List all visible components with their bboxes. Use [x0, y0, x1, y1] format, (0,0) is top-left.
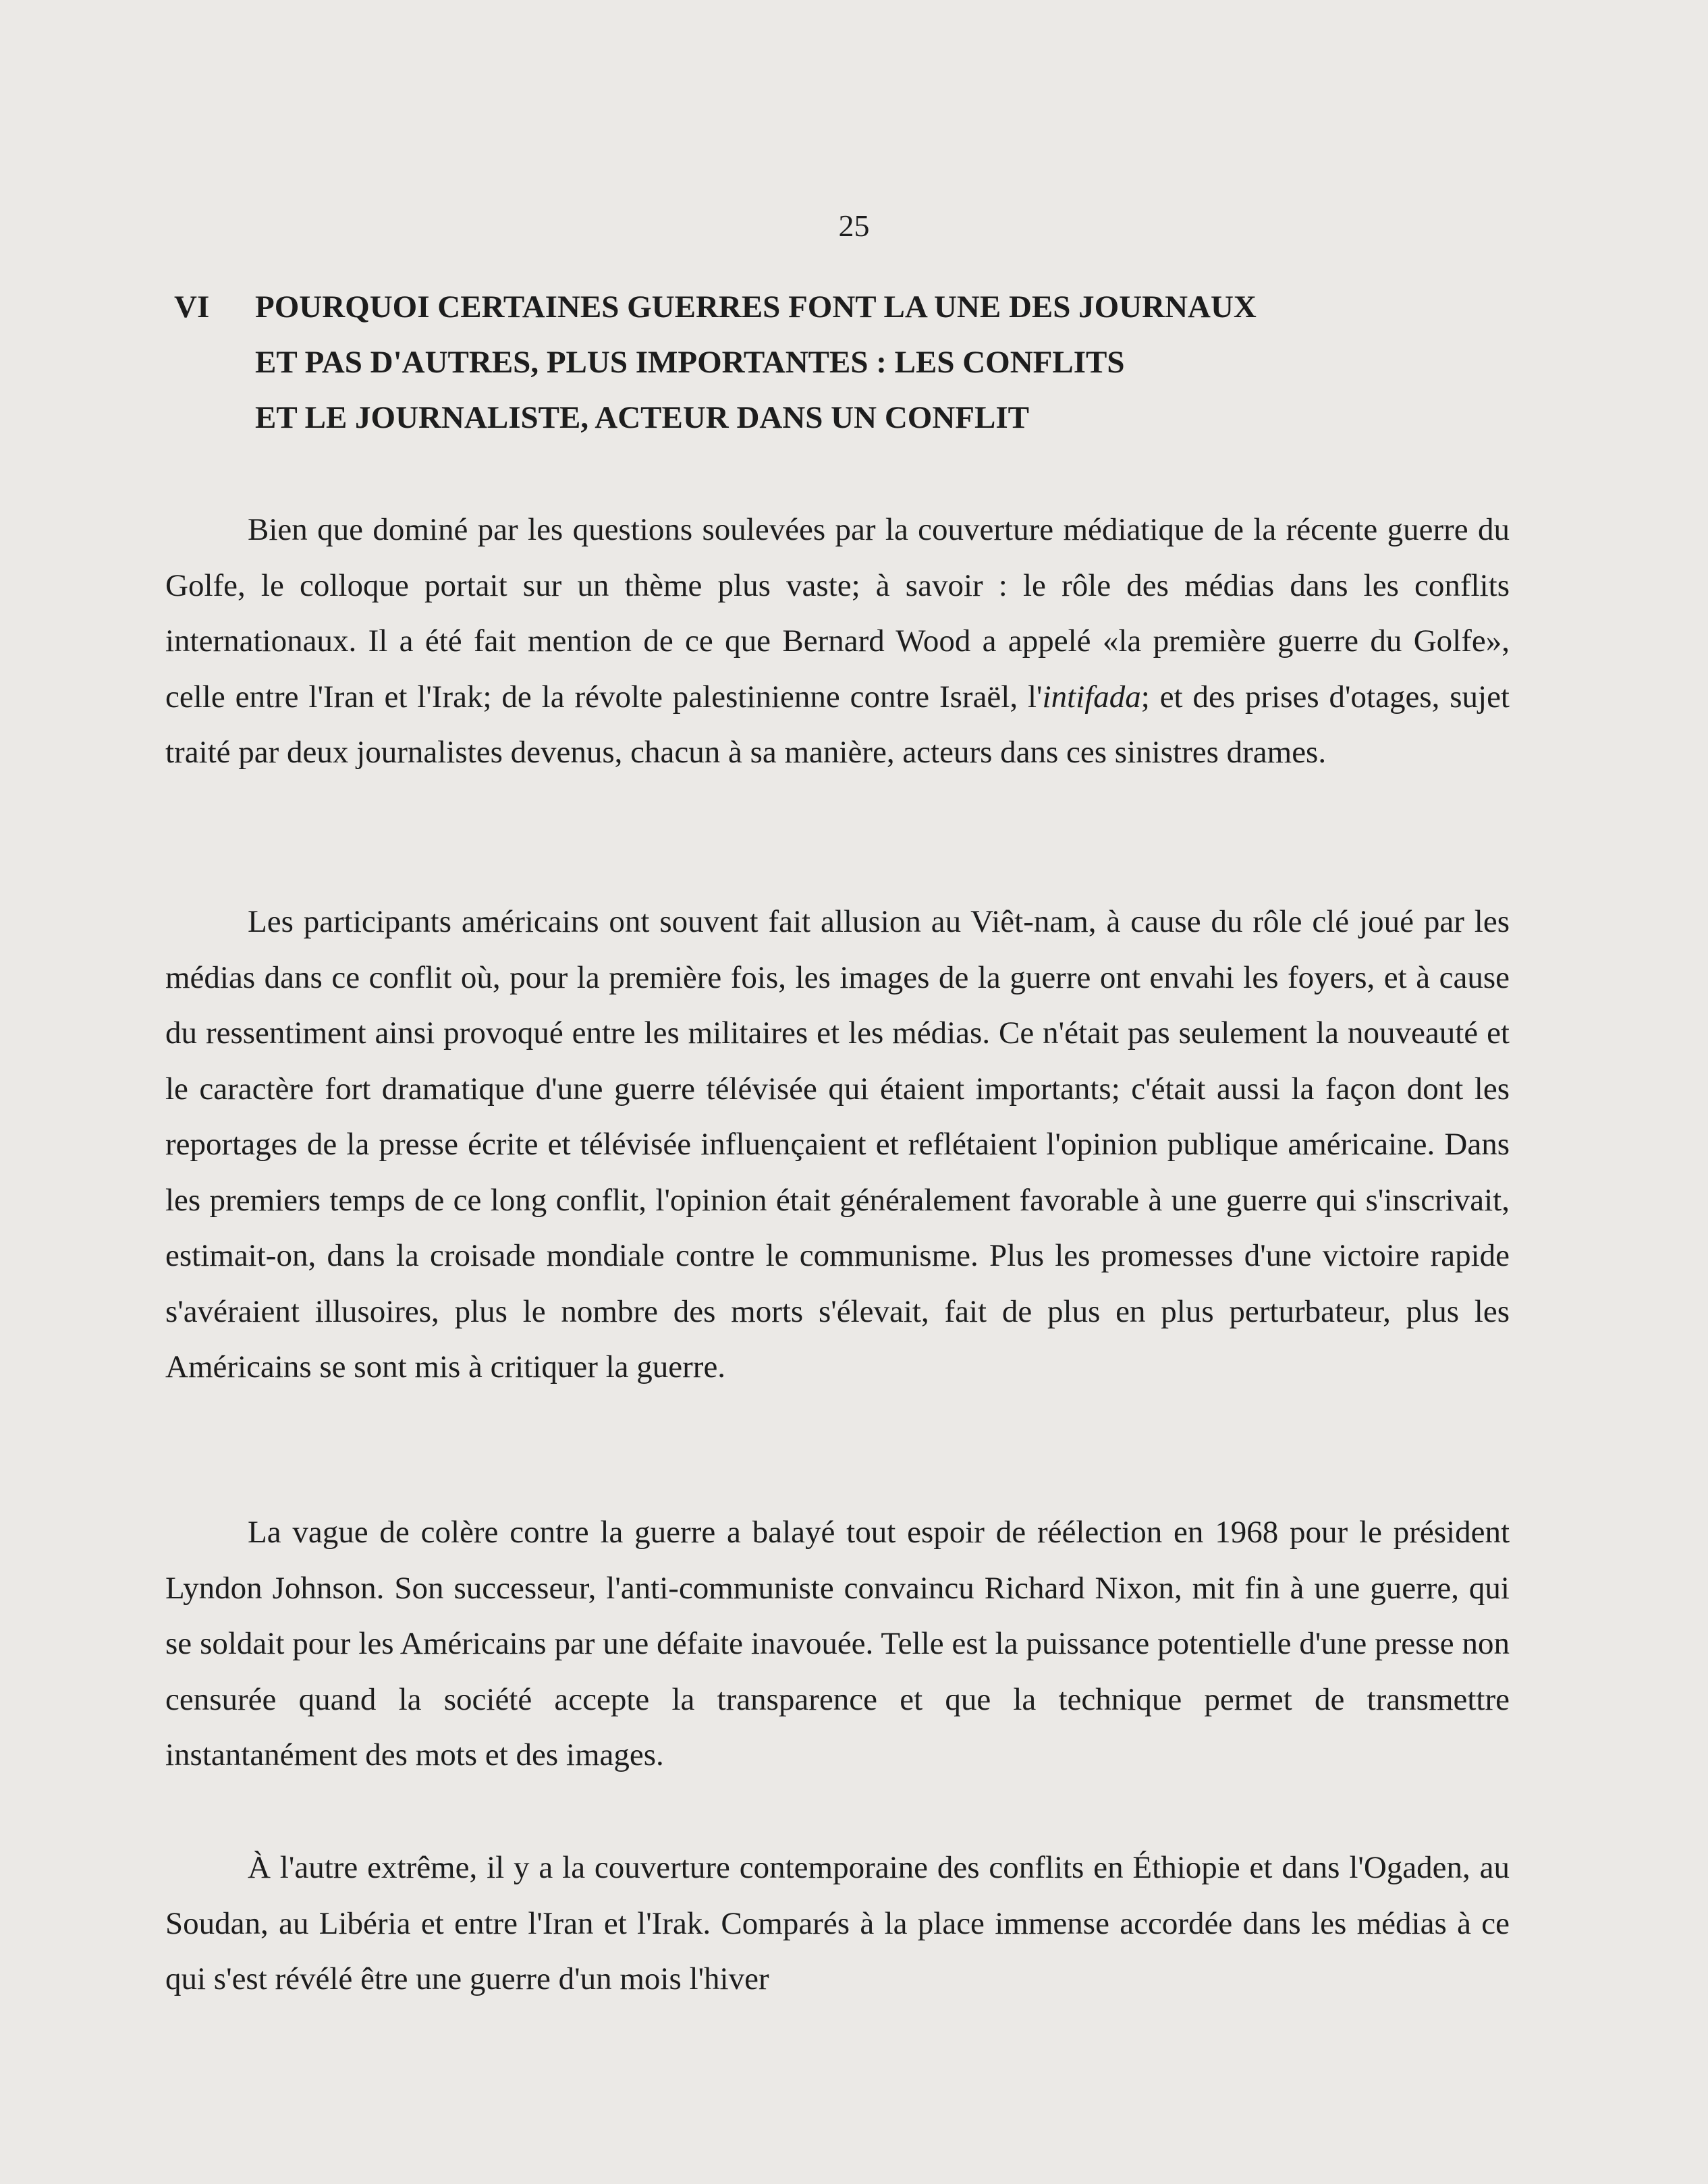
- paragraph-text: La vague de colère contre la guerre a balayé tout espoir de réélection en 1968 pour le président Lyndon Johnson. Son successeur, l'anti-communiste convaincu Richard Nixon, mit fin à une guerre, qui se soldait pour les Américains par une défaite inavouée. Telle est la puissance potentielle d'une presse non censurée quand la société accepte la transparence et que la technique permet de transmettre instantanément des mots et des images.: [165, 1515, 1510, 1772]
- body-paragraph: [165, 502, 1510, 781]
- section-number: VI: [174, 289, 210, 325]
- section-title: [255, 279, 1257, 445]
- section-title-line: POURQUOI CERTAINES GUERRES FONT LA UNE DES JOURNAUX: [255, 289, 1257, 325]
- page-number: 25: [838, 208, 870, 243]
- section-title-line: ET LE JOURNALISTE, ACTEUR DANS UN CONFLIT: [255, 400, 1029, 435]
- section-title-line: ET PAS D'AUTRES, PLUS IMPORTANTES : LES CONFLITS: [255, 345, 1125, 380]
- body-paragraph: [165, 1505, 1510, 1783]
- paragraph-text-part: ; et des prises d'otages, sujet traité par deux journalistes devenus, chacun à sa manière, acteurs dans ces sinistres drames.: [165, 679, 1510, 770]
- body-paragraph: [165, 894, 1510, 1395]
- italic-term: intifada: [1042, 679, 1141, 715]
- paragraph-text: Les participants américains ont souvent fait allusion au Viêt-nam, à cause du rôle clé joué par les médias dans ce conflit où, pour la première fois, les images de la guerre ont envahi les foyers, et à cause du ressentiment ainsi provoqué entre les militaires et les médias. Ce n'était pas seulement la nouveauté et le caractère fort dramatique d'une guerre télévisée qui étaient importants; c'était aussi la façon dont les reportages de la presse écrite et télévisée influençaient et reflétaient l'opinion publique américaine. Dans les premiers temps de ce long conflit, l'opinion était généralement favorable à une guerre qui s'inscrivait, estimait-on, dans la croisade mondiale contre le communisme. Plus les promesses d'une victoire rapide s'avéraient illusoires, plus le nombre des morts s'élevait, fait de plus en plus perturbateur, plus les Américains se sont mis à critiquer la guerre.: [165, 904, 1510, 1384]
- paragraph-text: À l'autre extrême, il y a la couverture contemporaine des conflits en Éthiopie et dans l'Ogaden, au Soudan, au Libéria et entre l'Iran et l'Irak. Comparés à la place immense accordée dans les médias à ce qui s'est révélé être une guerre d'un mois l'hiver: [165, 1850, 1510, 1996]
- paragraph-text-part: Bien que dominé par les questions soulevées par la couverture médiatique de la récente guerre du Golfe, le colloque portait sur un thème plus vaste; à savoir : le rôle des médias dans les conflits internationaux. Il a été fait mention de ce que Bernard Wood a appelé «la première guerre du Golfe», celle entre l'Iran et l'Irak; de la révolte palestinienne contre Israël, l': [165, 512, 1510, 715]
- body-paragraph: [165, 1840, 1510, 2007]
- paragraph-text: [165, 502, 1510, 781]
